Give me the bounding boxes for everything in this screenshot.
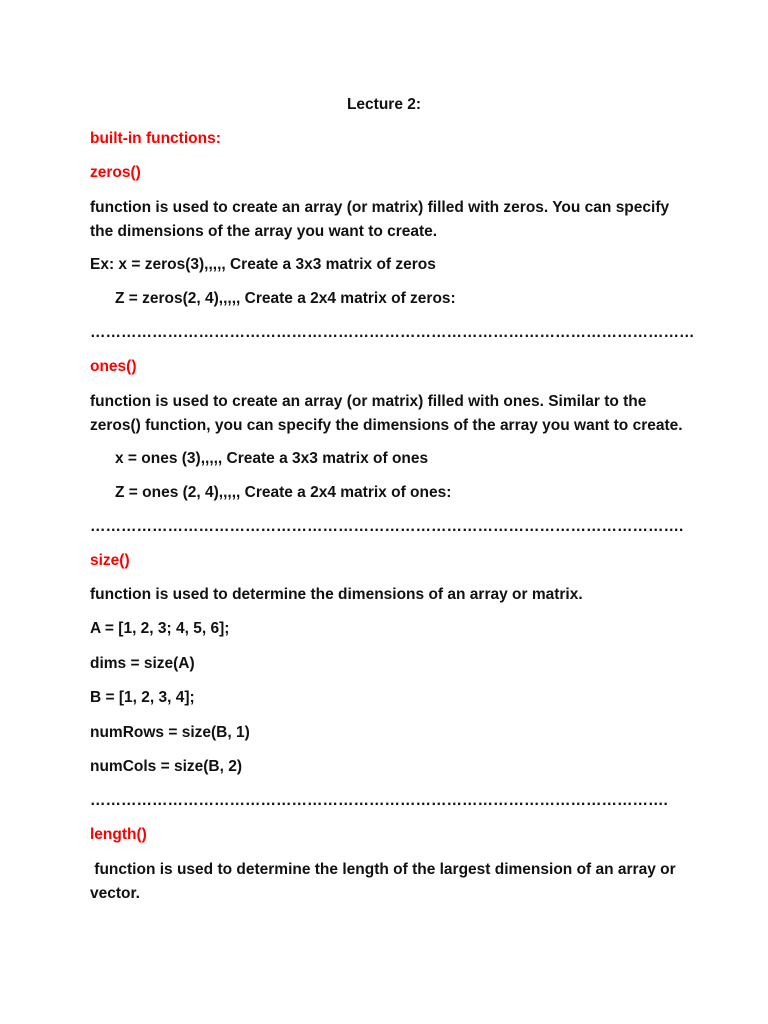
page-title: Lecture 2: (346, 96, 422, 113)
separator-3: …………………………………………………………………………………………………. (90, 792, 668, 809)
ones-desc-line-1: function is used to create an array (or matrix) filled with ones. Similar to the (90, 393, 647, 410)
zeros-desc-line-2: the dimensions of the array you want to create. (90, 223, 438, 240)
zeros-example-1: Ex: x = zeros(3),,,,, Create a 3x3 matrix of zeros (90, 256, 436, 273)
section-heading: built-in functions: (90, 130, 221, 147)
size-heading: size() (90, 552, 130, 569)
ones-description (90, 390, 690, 438)
zeros-description (90, 196, 690, 244)
zeros-desc-line-1: function is used to create an array (or matrix) filled with zeros. You can specify (90, 199, 670, 216)
ones-example-2: Z = ones (2, 4),,,,, Create a 2x4 matrix of ones: (115, 484, 452, 501)
zeros-heading: zeros() (90, 164, 141, 181)
size-code-1: A = [1, 2, 3; 4, 5, 6]; (90, 620, 230, 637)
length-desc-line-2: vector. (90, 885, 140, 902)
separator-1: ……………………………………………………………………………………………………… (90, 324, 695, 341)
size-code-5: numCols = size(B, 2) (90, 758, 243, 775)
length-description (90, 858, 690, 906)
length-heading: length() (90, 826, 147, 843)
size-code-2: dims = size(A) (90, 655, 195, 672)
size-description: function is used to determine the dimensions of an array or matrix. (90, 586, 583, 603)
size-code-4: numRows = size(B, 1) (90, 724, 250, 741)
ones-heading: ones() (90, 358, 137, 375)
ones-desc-line-2: zeros() function, you can specify the dimensions of the array you want to create. (90, 417, 683, 434)
separator-2: ……………………………………………………………………………………………………. (90, 518, 684, 535)
length-desc-line-1: function is used to determine the length of the largest dimension of an array or (90, 861, 676, 878)
zeros-example-2: Z = zeros(2, 4),,,,, Create a 2x4 matrix of zeros: (115, 290, 456, 307)
size-code-3: B = [1, 2, 3, 4]; (90, 689, 195, 706)
ones-example-1: x = ones (3),,,,, Create a 3x3 matrix of ones (115, 450, 429, 467)
